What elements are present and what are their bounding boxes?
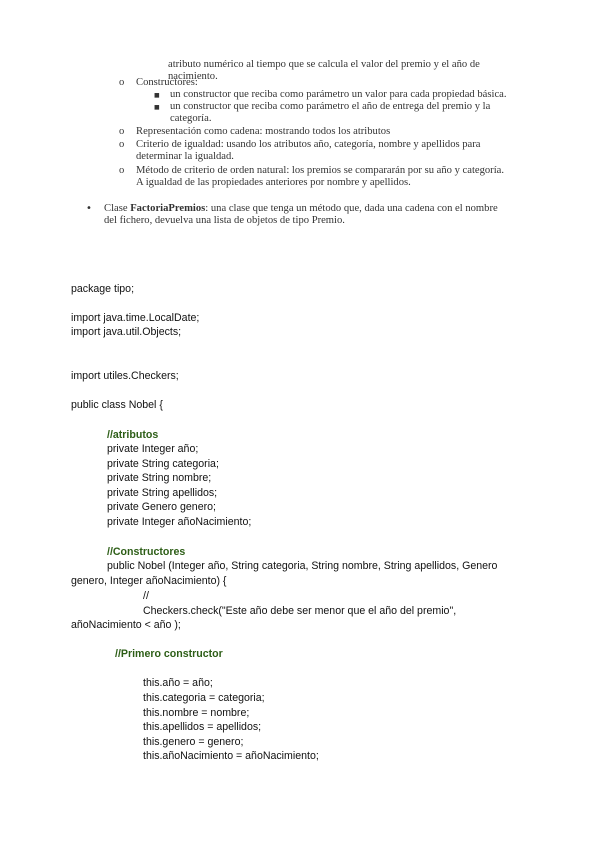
comment-constructores: //Constructores xyxy=(107,546,186,558)
comment-slashes: // xyxy=(143,590,149,602)
field-line: private String apellidos; xyxy=(107,487,218,499)
assignment-line: this.apellidos = apellidos; xyxy=(143,721,262,733)
field-line: private Integer añoNacimiento; xyxy=(107,516,252,528)
comment-atributos: //atributos xyxy=(107,429,159,441)
factoria-text-cont: del fichero, devuelva una lista de objetos de tipo Premio. xyxy=(104,215,345,226)
assignment-line: this.nombre = nombre; xyxy=(143,707,250,719)
checkers-call-cont: añoNacimiento < año ); xyxy=(71,619,181,631)
cut-off-text: atributo numérico al tiempo que se calcula el valor del premio y el año de nacimiento. xyxy=(168,59,480,83)
square-bullet-icon: ■ xyxy=(154,92,160,99)
factoria-text xyxy=(104,203,498,215)
field-line: private String nombre; xyxy=(107,472,212,484)
field-line: private Integer año; xyxy=(107,443,199,455)
constructores-label: Constructores: xyxy=(136,77,198,88)
assignment-line: this.año = año; xyxy=(143,677,213,689)
import-line: import java.util.Objects; xyxy=(71,326,182,338)
constructor-signature-cont: genero, Integer añoNacimiento) { xyxy=(71,575,227,587)
hollow-bullet-icon: o xyxy=(119,77,125,88)
field-line: private Genero genero; xyxy=(107,501,216,513)
hollow-bullet-icon: o xyxy=(119,139,125,150)
import-line: import utiles.Checkers; xyxy=(71,370,179,382)
representacion-text: Representación como cadena: mostrando todos los atributos xyxy=(136,126,391,137)
orden-text: Método de criterio de orden natural: los premios se compararán por su año y categoría. xyxy=(136,165,505,176)
dot-bullet-icon: • xyxy=(86,203,92,214)
square-bullet-icon: ■ xyxy=(154,104,160,111)
factoria-rest: : una clase que tenga un método que, dada una cadena con el nombre xyxy=(205,203,498,214)
class-declaration: public class Nobel { xyxy=(71,399,163,411)
orden-text-cont: A igualdad de las propiedades anteriores por nombre y apellidos. xyxy=(136,177,411,188)
factoria-prefix: Clase xyxy=(104,203,131,214)
assignment-line: this.genero = genero; xyxy=(143,736,244,748)
igualdad-text-cont: determinar la igualdad. xyxy=(136,151,234,162)
cut-off-text-line xyxy=(168,59,518,83)
package-line: package tipo; xyxy=(71,283,135,295)
assignment-line: this.añoNacimiento = añoNacimiento; xyxy=(143,750,319,762)
factoria-name: FactoriaPremios xyxy=(130,203,206,214)
import-line: import java.time.LocalDate; xyxy=(71,312,200,324)
field-line: private String categoria; xyxy=(107,458,219,470)
checkers-call: Checkers.check("Este año debe ser menor que el año del premio", xyxy=(143,605,457,617)
igualdad-text: Criterio de igualdad: usando los atributos año, categoría, nombre y apellidos para xyxy=(136,139,481,150)
hollow-bullet-icon: o xyxy=(119,165,125,176)
constructor-1-text: un constructor que reciba como parámetro un valor para cada propiedad básica. xyxy=(170,89,507,100)
constructor-signature: public Nobel (Integer año, String categoria, String nombre, String apellidos, Genero xyxy=(107,560,498,572)
hollow-bullet-icon: o xyxy=(119,126,125,137)
comment-primero-constructor: //Primero constructor xyxy=(115,648,223,660)
constructor-2-text-cont: categoría. xyxy=(170,113,212,124)
constructor-2-text: un constructor que reciba como parámetro el año de entrega del premio y la xyxy=(170,101,491,112)
assignment-line: this.categoria = categoria; xyxy=(143,692,265,704)
